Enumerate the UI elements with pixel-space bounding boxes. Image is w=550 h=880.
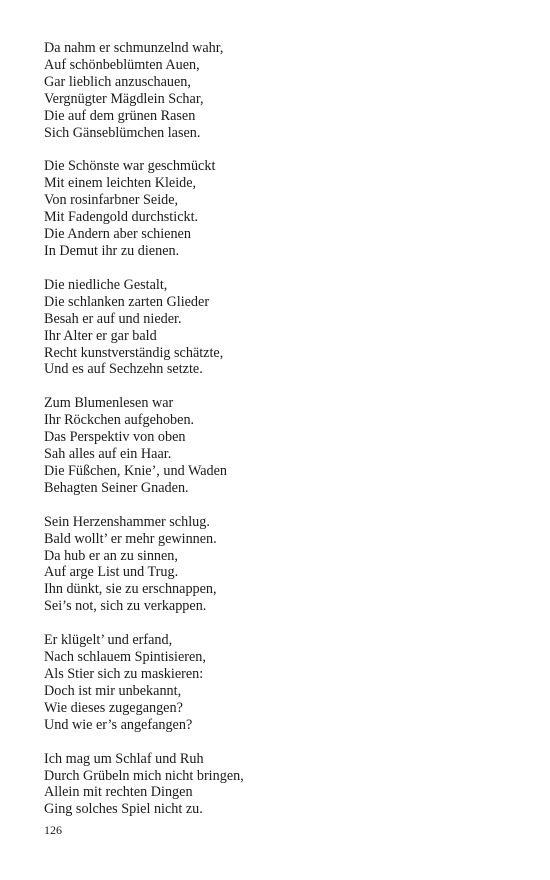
verse-line: Doch ist mir unbekannt, xyxy=(44,682,182,699)
verse-line: In Demut ihr zu dienen. xyxy=(44,242,180,259)
verse-line: Das Perspektiv von oben xyxy=(44,429,186,446)
verse-line: Die auf dem grünen Rasen xyxy=(44,107,196,124)
verse-line: Die Füßchen, Knie’, und Waden xyxy=(44,462,227,479)
verse-line: Recht kunstverständig schätzte, xyxy=(44,344,224,361)
verse-line: Nach schlauem Spintisieren, xyxy=(44,649,206,666)
verse-line: Da nahm er schmunzelnd wahr, xyxy=(44,40,224,56)
verse-line: Zum Blumenlesen war xyxy=(44,395,174,412)
verse-line: Ging solches Spiel nicht zu. xyxy=(44,801,203,818)
verse-line: Von rosinfarbner Seide, xyxy=(44,192,179,209)
verse-line: Sei’s not, sich zu verkappen. xyxy=(44,598,207,615)
verse-line: Sah alles auf ein Haar. xyxy=(44,446,172,463)
page-number: 126 xyxy=(44,823,62,837)
verse-line: Sein Herzenshammer schlug. xyxy=(44,513,210,530)
stanza-2 xyxy=(44,158,514,259)
verse-line: Durch Grübeln mich nicht bringen, xyxy=(44,767,244,784)
verse-line: Mit einem leichten Kleide, xyxy=(44,175,197,192)
verse-line: Ihr Röckchen aufgehoben. xyxy=(44,412,195,429)
verse-line: Wie dieses zugegangen? xyxy=(44,699,183,716)
verse-line: Ihn dünkt, sie zu erschnappen, xyxy=(44,581,217,598)
stanza-5 xyxy=(44,514,514,615)
stanza-1 xyxy=(44,40,514,141)
verse-line: Mit Fadengold durchstickt. xyxy=(44,209,199,226)
stanza-7 xyxy=(44,751,514,819)
verse-line: Vergnügter Mägdlein Schar, xyxy=(44,90,204,107)
verse-line: Auf arge List und Trug. xyxy=(44,564,179,581)
verse-line: Bald wollt’ er mehr gewinnen. xyxy=(44,530,217,547)
stanza-6 xyxy=(44,632,514,733)
verse-line: Allein mit rechten Dingen xyxy=(44,784,193,801)
verse-line: Und wie er’s angefangen? xyxy=(44,716,193,733)
verse-line: Gar lieblich anzuschauen, xyxy=(44,73,191,90)
verse-line: Da hub er an zu sinnen, xyxy=(44,547,178,564)
verse-line: Besah er auf und nieder. xyxy=(44,310,182,327)
verse-line: Ihr Alter er gar bald xyxy=(44,327,157,344)
verse-line: Die niedliche Gestalt, xyxy=(44,276,168,293)
verse-line: Die schlanken zarten Glieder xyxy=(44,293,210,310)
verse-line: Auf schönbeblümten Auen, xyxy=(44,56,200,73)
verse-line: Als Stier sich zu maskieren: xyxy=(44,666,204,682)
verse-line: Behagten Seiner Gnaden. xyxy=(44,479,189,496)
verse-line: Er klügelt’ und erfand, xyxy=(44,632,173,649)
stanza-3 xyxy=(44,277,514,378)
stanza-4 xyxy=(44,395,514,496)
verse-line: Die Andern aber schienen xyxy=(44,226,191,243)
poem-body xyxy=(44,40,514,835)
verse-line: Und es auf Sechzehn setzte. xyxy=(44,361,203,378)
verse-line: Die Schönste war geschmückt xyxy=(44,158,216,175)
verse-line: Sich Gänseblümchen lasen. xyxy=(44,124,201,141)
verse-line: Ich mag um Schlaf und Ruh xyxy=(44,750,204,767)
